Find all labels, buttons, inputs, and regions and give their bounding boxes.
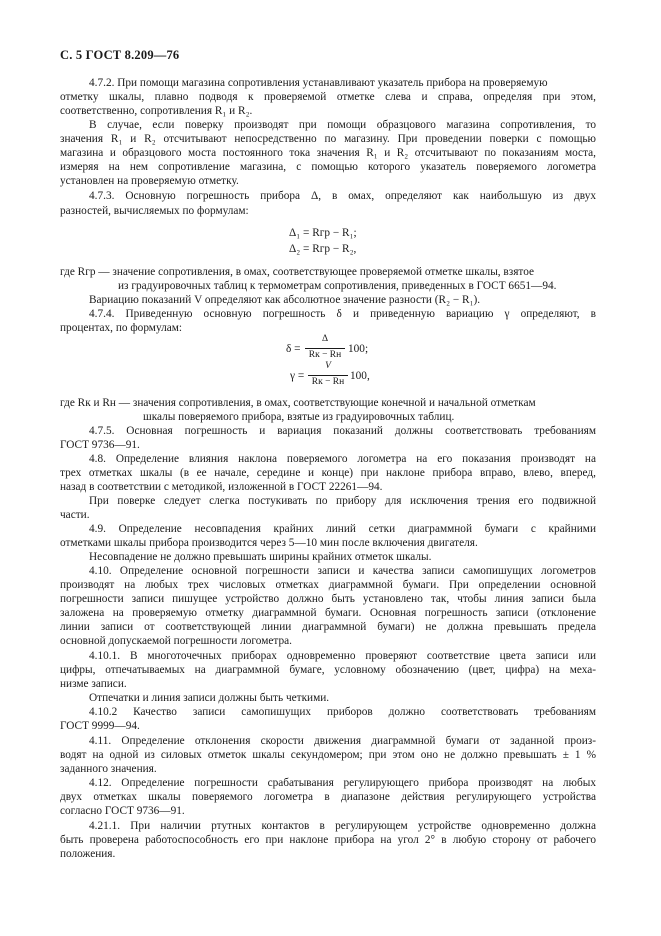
- text-line: согласно ГОСТ 9736—91.: [60, 805, 185, 817]
- formula-delta-left: δ =: [286, 343, 301, 355]
- fraction-line: [305, 348, 345, 349]
- text-line: процентах, по формулам:: [60, 322, 183, 334]
- text-line: назад в соответствии с методикой, изложенной в ГОСТ 22261—94.: [60, 481, 383, 493]
- text-line: где Rк и Rн — значения сопротивления, в омах, соответствующие конечной и начальной отметкам: [60, 397, 536, 409]
- text-line: линии записи от соответствующей линии диаграммной бумаги) не должна превышать предела: [60, 621, 596, 633]
- text-line: установлен на проверяемую отметку.: [60, 175, 239, 187]
- text-line: цифры, отпечатываемых на диаграммной бумаге, условному обозначению (цвет, цифра) на меха-: [60, 664, 596, 676]
- text-line: где Rгр — значение сопротивления, в омах, соответствующее проверяемой отметке шкалы, взятое: [60, 266, 535, 278]
- text-line: 4.7.2. При помощи магазина сопротивления устанавливают указатель прибора на проверяемую: [89, 77, 548, 89]
- text-line: 4.11. Определение отклонения скорости движения диаграммной бумаги от заданной произ-: [89, 735, 596, 747]
- formula-gamma-right: 100,: [350, 370, 370, 382]
- text-line: отметками шкалы прибора производится через 5—10 мин после включения двигателя.: [60, 537, 478, 549]
- text-line: соответственно, сопротивления R₁ и R₂.: [60, 105, 253, 117]
- text-line: основной допускаемой погрешности логометра.: [60, 635, 292, 647]
- formula-gamma-denominator: Rк − Rн: [311, 377, 345, 387]
- text-line: Несовпадение не должно превышать ширины крайних отметок шкалы.: [89, 551, 432, 563]
- text-line: При поверке следует слегка постукивать по прибору для исключения трения его подвижной: [89, 495, 596, 507]
- text-line: 4.10. Определение основной погрешности записи и качества записи самопишущих логометров: [89, 565, 596, 577]
- text-line: 4.7.5. Основная погрешность и вариация показаний должны соответствовать требованиям: [89, 425, 596, 437]
- text-line: трех отметках шкалы (в ее начале, середине и конце) при наклоне прибора вправо, влево, вперед,: [60, 467, 596, 479]
- text-line: 4.7.4. Приведенную основную погрешность δ и приведенную вариацию γ определяют, в: [89, 308, 596, 320]
- text-line: погрешности записи пишущее устройство должно быть установлено так, чтобы линия записи была: [60, 593, 596, 605]
- text-line: 4.21.1. При наличии ртутных контактов в регулирующем устройстве одновременно должна: [89, 820, 596, 832]
- formula-gamma-numerator: V: [325, 361, 331, 371]
- text-line: низме записи.: [60, 678, 127, 690]
- text-line: 4.9. Определение несовпадения крайних линий сетки диаграммной бумаги с крайними: [89, 523, 596, 535]
- text-line: шкалы поверяемого прибора, взятые из градуировочных таблиц.: [143, 411, 455, 423]
- text-line: разностей, вычисляемых по формулам:: [60, 205, 249, 217]
- formula-delta-right: 100;: [348, 343, 369, 355]
- formula-gamma-left: γ =: [290, 370, 305, 382]
- text-line: двух отметках шкалы поверяемого логометра в диапазоне действия регулирующего устройства: [60, 791, 596, 803]
- text-line: заложена на проверяемую отметку диаграммной бумаги. Основная погрешность записи (отклонение: [60, 607, 596, 619]
- text-line: части.: [60, 509, 90, 521]
- text-line: заданного значения.: [60, 763, 157, 775]
- text-line: 4.10.2 Качество записи самопишущих приборов должно соответствовать требованиям: [89, 706, 596, 718]
- text-line: быть проверена работоспособность его при наклоне прибора на угол 2° в любую сторону от рабочего: [60, 834, 596, 846]
- text-line: ГОСТ 9999—94.: [60, 720, 140, 732]
- text-line: отметку шкалы, плавно подводя к проверяемой отметке слева и справа, определяя при этом,: [60, 91, 596, 103]
- text-line: 4.8. Определение влияния наклона поверяемого логометра на его показания производят на: [89, 453, 596, 465]
- text-line: 4.12. Определение погрешности срабатывания регулирующего прибора производят на любых: [89, 777, 596, 789]
- formula-delta-2: Δ₂ = Rгр − R₂,: [289, 243, 357, 255]
- text-line: водят на одной из силовых отметок шкалы секундомером; при этом оно не должно превышать ± 1 %: [60, 749, 596, 761]
- formula-delta-denominator: Rк − Rн: [308, 350, 342, 360]
- text-line: 4.7.3. Основную погрешность прибора Δ, в омах, определяют как наибольшую из двух: [89, 190, 596, 202]
- text-line: из градуировочных таблиц к термометрам сопротивления, приведенных в ГОСТ 6651—94.: [118, 280, 557, 292]
- fraction-line: [308, 375, 348, 376]
- text-line: измеряя на нем сопротивление магазина, с помощью которого указатель поверяемого логометра: [60, 161, 596, 173]
- text-line: значения R₁ и R₂ отсчитывают непосредственно по магазину. При проведении поверки с помощью: [60, 133, 596, 145]
- formula-delta-numerator: Δ: [321, 334, 329, 344]
- text-line: магазина и образцового моста постоянного тока значения R₁ и R₂ отсчитывают по показаниям моста,: [60, 147, 596, 159]
- text-line: 4.10.1. В многоточечных приборах одновременно проверяют соответствие цвета записи или: [89, 650, 596, 662]
- text-line: В случае, если поверку производят при помощи образцового магазина сопротивления, то: [89, 119, 596, 131]
- page-header: С. 5 ГОСТ 8.209—76: [60, 48, 180, 62]
- text-line: Вариацию показаний V определяют как абсолютное значение разности (R₂ − R₁).: [89, 294, 481, 306]
- formula-delta-1: Δ₁ = Rгр − R₁;: [289, 227, 357, 239]
- text-line: Отпечатки и линия записи должны быть четкими.: [89, 692, 330, 704]
- text-line: положения.: [60, 848, 116, 860]
- text-line: ГОСТ 9736—91.: [60, 439, 140, 451]
- text-line: производят на любых трех числовых отметках диаграммной бумаги. При определении основной: [60, 579, 596, 591]
